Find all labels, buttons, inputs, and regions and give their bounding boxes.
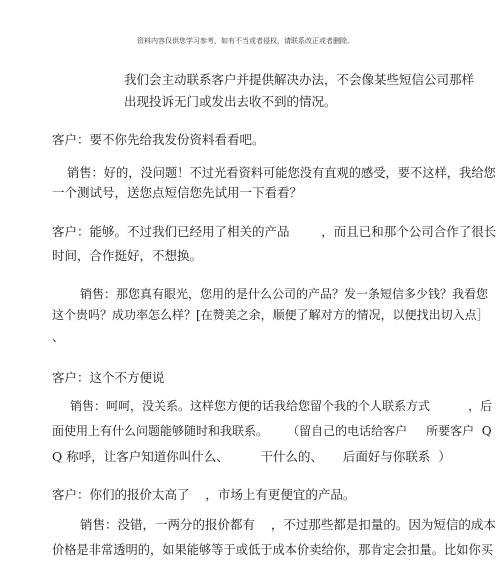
dialogue-sales-line: 销售：没错，一两分的报价都有 ，不过那些都是扣量的。因为短信的成本 — [80, 517, 496, 532]
dialogue-sales-line: 销售：那您真有眼光，您用的是什么公司的产品？发一条短信多少钱？我看您 — [80, 287, 489, 301]
dialogue-sales-line: 这个贵吗？成功率怎么样？[在赞美之余，顺便了解对方的情况，以便找出切入点］ — [52, 308, 489, 322]
dialogue-customer-line: 时间，合作挺好，不想换。 — [52, 248, 203, 263]
dialogue-sales-line: 面使用上有什么问题能够随时和我联系。 （留自己的电话给客户 所要客户 Q — [52, 424, 492, 438]
dialogue-sales-line: Q 称呼，让客户知道你叫什么、 干什么的、 后面好与你联系 ） — [52, 449, 451, 464]
page-header-notice: 资料内容仅供您学习参考，如有不当或者侵权，请联系改正或者删除。 — [137, 37, 354, 45]
dialogue-customer-line: 客户：你们的报价太高了 ，市场上有更便宜的产品。 — [52, 487, 356, 502]
dialogue-customer-line: 客户：这个不方便说 — [52, 370, 165, 385]
dialogue-sales-line: 销售：呵呵，没关系。这样您方便的话我给您留个我的个人联系方式 ，后 — [70, 399, 493, 413]
paragraph-line: 出现投诉无门或发出去收不到的情况。 — [124, 94, 337, 109]
dialogue-sales-line: 价格是非常透明的，如果能够等于或低于成本价卖给你，那肯定会扣量。比如你买 — [52, 543, 493, 557]
dialogue-sales-line: 一个测试号，送您点短信您先试用一下看看？ — [52, 185, 303, 200]
dialogue-sales-line: 销售：好的，没问题！不过光看资料可能您没有直观的感受，要不这样，我给您 — [67, 166, 496, 180]
dialogue-customer-line: 客户：要不你先给我发份资料看看吧。 — [52, 132, 265, 147]
dialogue-sales-line: 、 — [52, 329, 65, 344]
dialogue-customer-line: 客户：能够。不过我们已经用了相关的产品 ，而且已和那个公司合作了很长 — [52, 224, 497, 239]
paragraph-line: 我们会主动联系客户并提供解决办法，不会像某些短信公司那样 — [124, 72, 475, 87]
